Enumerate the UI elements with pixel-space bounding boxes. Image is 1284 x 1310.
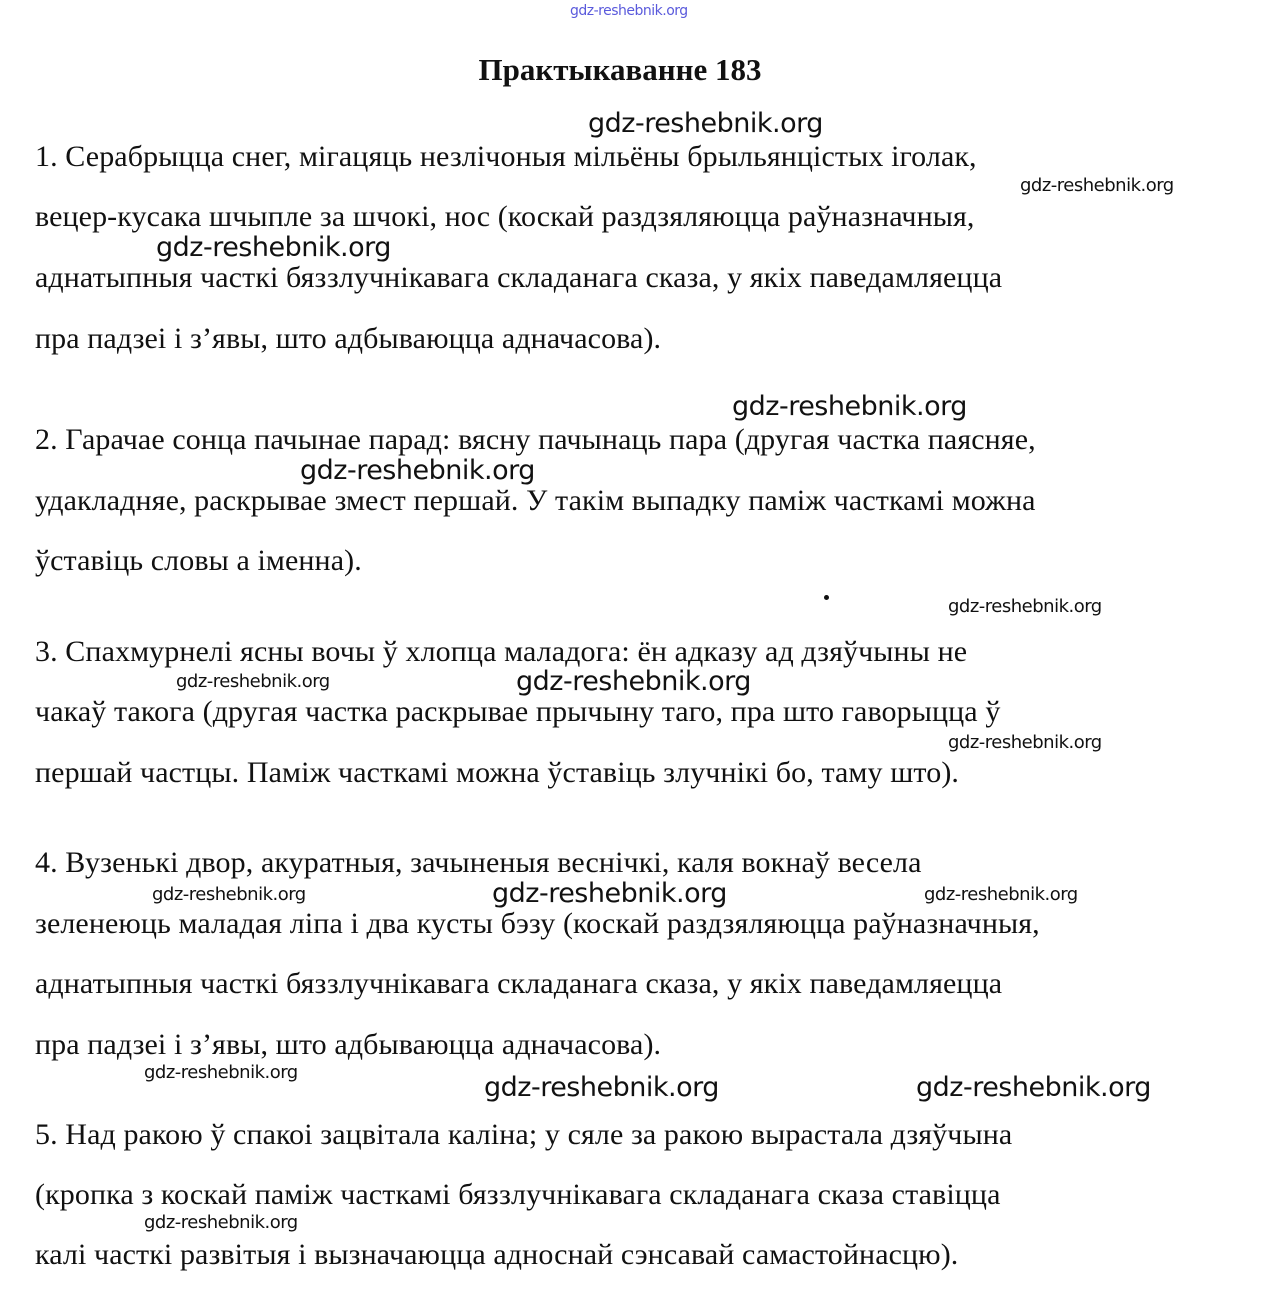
text-line: ўставіць словы а іменна). [35, 544, 362, 577]
watermark: gdz-reshebnik.org [1020, 175, 1174, 196]
watermark: gdz-reshebnik.org [948, 596, 1102, 617]
watermark: gdz-reshebnik.org [948, 732, 1102, 753]
watermark: gdz-reshebnik.org [484, 1072, 719, 1103]
watermark: gdz-reshebnik.org [916, 1072, 1151, 1103]
watermark: gdz-reshebnik.org [144, 1212, 298, 1233]
page-title: Практыкаванне 183 [478, 52, 762, 87]
text-line: удакладняе, раскрывае змест першай. У такім выпадку паміж часткамі можна [35, 484, 1036, 517]
text-line: калі часткі развітыя і вызначаюцца адноснай сэнсавай самастойнасцю). [35, 1238, 959, 1271]
watermark: gdz-reshebnik.org [176, 671, 330, 692]
text-line: чакаў такога (другая частка раскрывае прычыну таго, пра што гаворыцца ў [35, 695, 1001, 728]
text-line: пра падзеі і з’явы, што адбываюцца адначасова). [35, 1028, 662, 1061]
watermark: gdz-reshebnik.org [516, 666, 751, 697]
watermark: gdz-reshebnik.org [732, 391, 967, 422]
text-line: вецер-кусака шчыпле за шчокі, нос (коскай раздзяляюцца раўназначныя, [35, 200, 975, 233]
watermark: gdz-reshebnik.org [156, 232, 391, 263]
text-line: аднатыпныя часткі бяззлучнікавага складанага сказа, у якіх паведамляецца [35, 261, 1003, 294]
text-line: 3. Спахмурнелі ясны вочы ў хлопца маладога: ён адказу ад дзяўчыны не [35, 635, 968, 668]
watermark-top[interactable]: gdz-reshebnik.org [570, 3, 688, 19]
text-line: 4. Вузенькі двор, акуратныя, зачыненыя веснічкі, каля вокнаў весела [35, 846, 922, 879]
watermark: gdz-reshebnik.org [144, 1062, 298, 1083]
text-line: зеленеюць маладая ліпа і два кусты бэзу (коскай раздзяляюцца раўназначныя, [35, 907, 1040, 940]
text-line: 2. Гарачае сонца пачынае парад: вясну пачынаць пара (другая частка паясняе, [35, 423, 1036, 456]
watermark: gdz-reshebnik.org [588, 108, 823, 139]
watermark: gdz-reshebnik.org [152, 884, 306, 905]
text-line: (кропка з коскай паміж часткамі бяззлучнікавага складанага сказа ставіцца [35, 1178, 1001, 1211]
text-line: 5. Над ракою ў спакоі зацвітала каліна; у сяле за ракою вырастала дзяўчына [35, 1118, 1013, 1151]
text-line: 1. Серабрыцца снег, мігацяць незлічоныя мільёны брыльянцістых іголак, [35, 140, 977, 173]
watermark: gdz-reshebnik.org [300, 455, 535, 486]
watermark: gdz-reshebnik.org [924, 884, 1078, 905]
text-line: пра падзеі і з’явы, што адбываюцца адначасова). [35, 322, 662, 355]
speck-dot [824, 595, 829, 600]
text-line: першай частцы. Паміж часткамі можна ўставіць злучнікі бо, таму што). [35, 756, 960, 789]
text-line: аднатыпныя часткі бяззлучнікавага складанага сказа, у якіх паведамляецца [35, 967, 1003, 1000]
watermark: gdz-reshebnik.org [492, 878, 727, 909]
